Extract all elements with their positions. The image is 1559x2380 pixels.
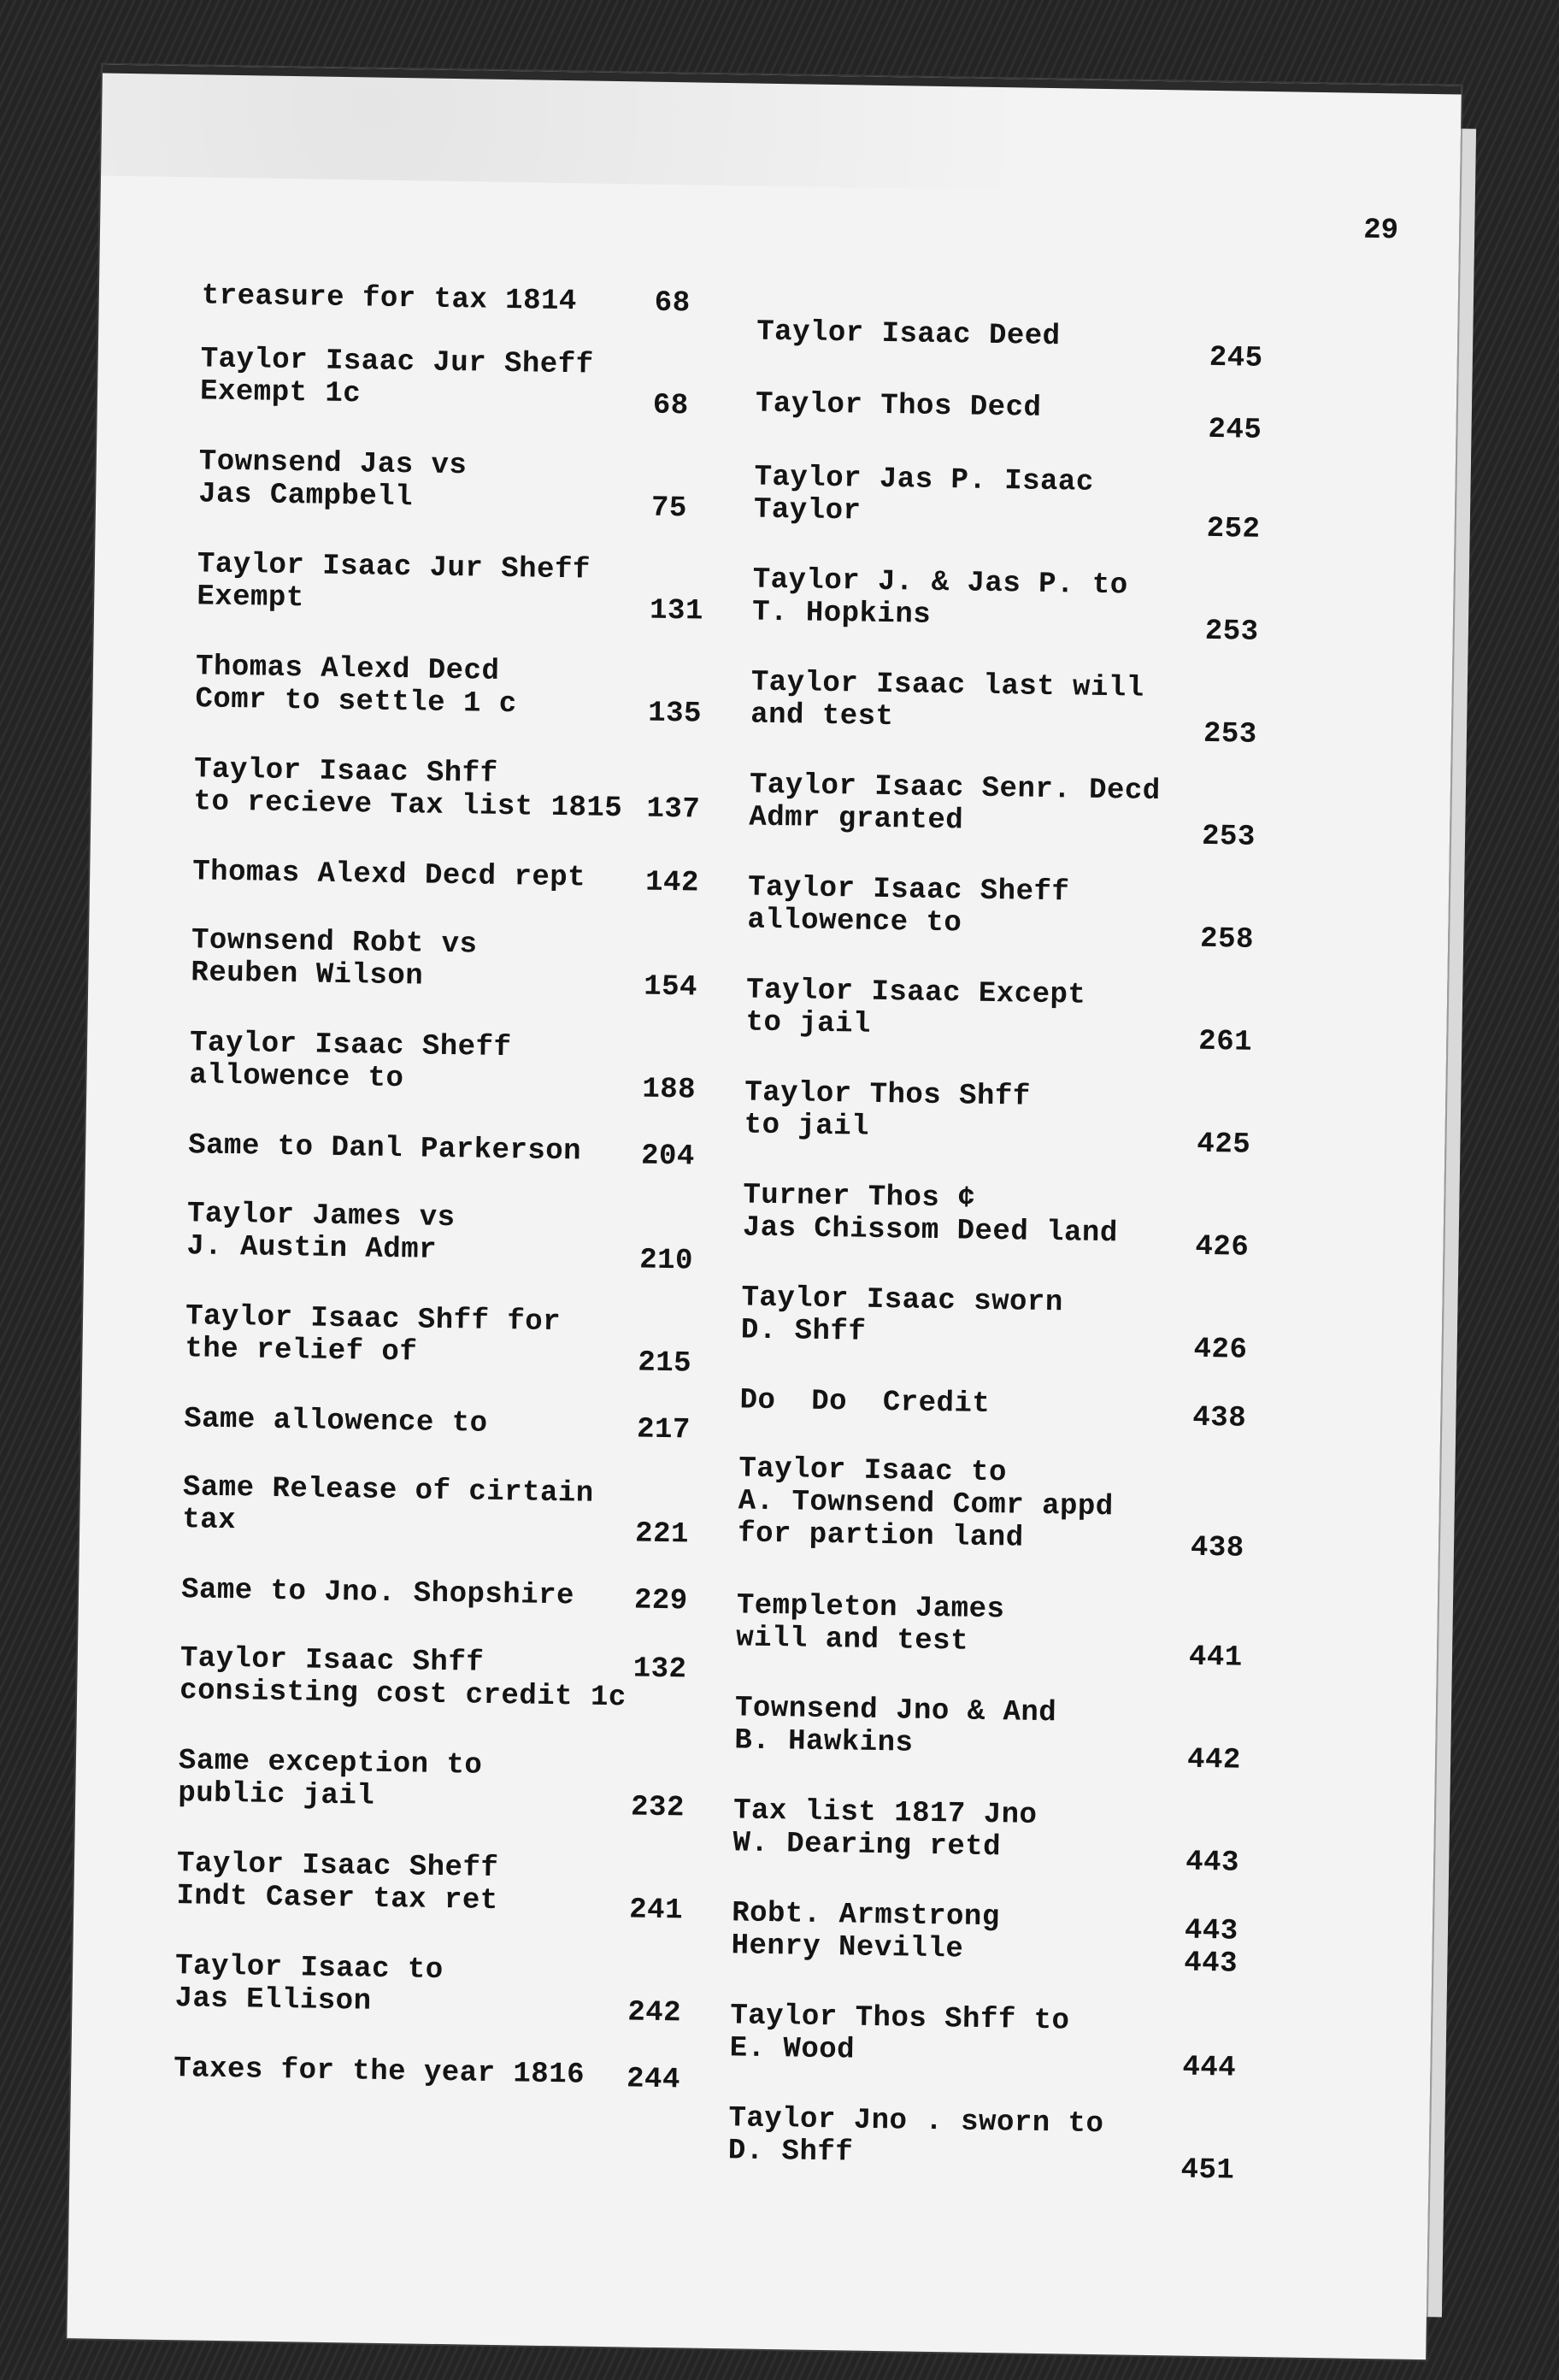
index-entry (199, 343, 722, 423)
index-entry (178, 1745, 700, 1825)
entry-page-ref: 75 (650, 492, 688, 526)
entry-text: Thomas Alexd Decd rept (191, 856, 586, 895)
entry-page-ref: 442 (1186, 1743, 1242, 1777)
entry-page-ref: 252 (1206, 512, 1261, 546)
entry-page-ref: 253 (1203, 717, 1257, 751)
entry-page-ref: 241 (628, 1894, 684, 1928)
index-entry (753, 461, 1276, 546)
page-number: 29 (1362, 214, 1399, 248)
index-entry (735, 1589, 1258, 1675)
index-entry (179, 1642, 702, 1716)
entry-text: Tax list 1817 Jno W. Dearing retd (732, 1794, 1038, 1865)
entry-text: Thomas Alexd Decd Comr to settle 1 c (195, 651, 517, 722)
entry-text: Taylor Isaac Shff consisting cost credit 1c (179, 1642, 627, 1715)
index-entry (750, 666, 1273, 751)
entry-text: treasure for tax 1814 (201, 280, 578, 319)
entry-page-ref: 244 (626, 2063, 681, 2097)
index-entry (755, 387, 1278, 447)
entry-text: Taylor Isaac Sheff allowence to (747, 871, 1070, 940)
index-entry (749, 769, 1271, 854)
index-entry (734, 1692, 1256, 1777)
entry-text: Taylor Isaac to A. Townsend Comr appd for partion land (737, 1452, 1115, 1555)
entry-text: Townsend Jno & And B. Hawkins (734, 1692, 1057, 1760)
entry-page-ref: 261 (1198, 1025, 1253, 1059)
entry-text: Templeton James will and test (735, 1589, 1005, 1658)
index-entry (197, 445, 721, 526)
index-entry (183, 1403, 706, 1447)
index-entry (193, 753, 715, 827)
entry-text: Taylor Isaac Senr. Decd Admr granted (749, 769, 1161, 838)
entry-text: Taylor Isaac Jur Sheff Exempt 1c (199, 343, 594, 411)
index-entry (751, 563, 1274, 649)
index-entry (174, 1950, 697, 2030)
entry-page-ref: 242 (627, 1996, 682, 2030)
entry-text: Same allowence to (183, 1403, 488, 1440)
entry-text: Robt. Armstrong Henry Neville (731, 1897, 1001, 1966)
index-entry (185, 1300, 707, 1381)
left-column (173, 280, 723, 2097)
entry-page-ref: 253 (1204, 615, 1259, 649)
entry-text: Do Do Credit (739, 1384, 991, 1422)
entry-page-ref: 229 (633, 1584, 688, 1618)
entry-page-ref: 221 (634, 1517, 690, 1552)
entry-page-ref: 232 (630, 1791, 685, 1825)
entry-page-ref: 253 (1201, 820, 1256, 854)
index-entry (197, 548, 719, 628)
entry-page-ref: 425 (1197, 1128, 1251, 1162)
entry-page-ref: 258 (1199, 922, 1255, 957)
entry-page-ref: 217 (636, 1413, 691, 1447)
index-entry (732, 1794, 1255, 1880)
index-entry (747, 871, 1269, 957)
entry-page-ref: 438 (1190, 1531, 1245, 1565)
index-entry (187, 1129, 710, 1174)
entry-page-ref: 68 (652, 389, 690, 423)
index-entry (737, 1452, 1261, 1565)
entry-page-ref: 444 (1182, 2051, 1237, 2085)
entry-text: Taylor Isaac Sheff Indt Caser tax ret (176, 1847, 499, 1918)
entry-page-ref: 142 (644, 866, 700, 900)
entry-text: Taylor Isaac sworn D. Shff (740, 1281, 1064, 1349)
entry-text: Taylor Jas P. Isaac Taylor (753, 461, 1095, 528)
index-entry (742, 1179, 1265, 1264)
index-entry (195, 651, 717, 731)
entry-page-ref: 441 (1188, 1641, 1243, 1675)
entry-page-ref: 68 (654, 286, 691, 321)
entry-text: Taylor Isaac Except to jail (745, 974, 1086, 1041)
index-entry (176, 1847, 698, 1928)
entry-text: Turner Thos ¢ Jas Chissom Deed land (742, 1179, 1119, 1251)
index-entry (180, 1574, 703, 1618)
entry-page-ref: 215 (638, 1346, 692, 1381)
index-entry (186, 1198, 709, 1278)
entry-text: Taylor Thos Decd (755, 387, 1042, 425)
index-entry (727, 2102, 1250, 2188)
index-entry (173, 2053, 696, 2097)
entry-page-ref: 210 (638, 1244, 694, 1278)
right-column (727, 315, 1279, 2188)
entry-page-ref: 451 (1180, 2153, 1235, 2188)
index-entry (744, 1076, 1266, 1162)
entry-text: Taylor Thos Shff to E. Wood (729, 2000, 1070, 2067)
entry-text: Taylor Isaac Shff to recieve Tax list 1815 (193, 753, 623, 826)
entry-text: Taylor Isaac Jur Sheff Exempt (197, 548, 591, 616)
entry-page-ref: 443 (1185, 1846, 1240, 1880)
entry-text: Taylor Isaac last will and test (750, 666, 1144, 734)
entry-page-ref: 137 (646, 792, 701, 827)
entry-text: Taylor Jno . sworn to D. Shff (727, 2102, 1104, 2170)
index-entry (189, 1027, 711, 1107)
entry-text: Taylor Isaac Deed (756, 315, 1061, 354)
entry-text: Same Release of cirtain tax (182, 1471, 594, 1538)
entry-text: Townsend Robt vs Reuben Wilson (191, 924, 478, 993)
index-entry (729, 2000, 1251, 2085)
entry-page-ref: 154 (643, 970, 698, 1004)
entry-page-ref: 204 (640, 1140, 696, 1174)
index-entry (740, 1281, 1263, 1367)
entry-text: Same to Danl Parkerson (187, 1129, 582, 1169)
index-entry (739, 1384, 1262, 1435)
entry-text: Townsend Jas vs Jas Campbell (197, 445, 468, 515)
entry-text: Taylor J. & Jas P. to T. Hopkins (751, 563, 1128, 632)
entry-page-ref: 131 (649, 594, 704, 628)
index-page (67, 65, 1462, 2360)
index-entry (756, 315, 1279, 375)
entry-page-ref: 245 (1208, 413, 1262, 447)
index-entry (191, 924, 713, 1004)
entry-page-ref: 132 (632, 1652, 687, 1687)
entry-text: Taylor Isaac to Jas Ellison (174, 1950, 444, 2018)
entry-text: Taylor Isaac Shff for the relief of (185, 1300, 562, 1370)
index-entry (745, 974, 1268, 1059)
entry-text: Same exception to public jail (178, 1745, 483, 1813)
entry-page-ref: 438 (1192, 1401, 1247, 1435)
entry-page-ref: 188 (642, 1073, 697, 1107)
entry-page-ref: 426 (1193, 1333, 1248, 1367)
entry-page-ref: 443 443 (1184, 1914, 1238, 1981)
entry-page-ref: 245 (1209, 341, 1263, 375)
entry-text: Taylor James vs J. Austin Admr (186, 1198, 456, 1267)
index-entry (182, 1471, 704, 1552)
index-entry (202, 280, 724, 321)
entry-text: Taylor Isaac Sheff allowence to (189, 1027, 512, 1096)
index-entry (731, 1897, 1253, 1981)
entry-page-ref: 135 (647, 697, 703, 731)
entry-text: Same to Jno. Shopshire (180, 1574, 575, 1613)
entry-text: Taxes for the year 1816 (173, 2053, 585, 2092)
index-entry (191, 856, 715, 900)
entry-page-ref: 426 (1195, 1230, 1250, 1264)
entry-text: Taylor Thos Shff to jail (744, 1076, 1032, 1144)
